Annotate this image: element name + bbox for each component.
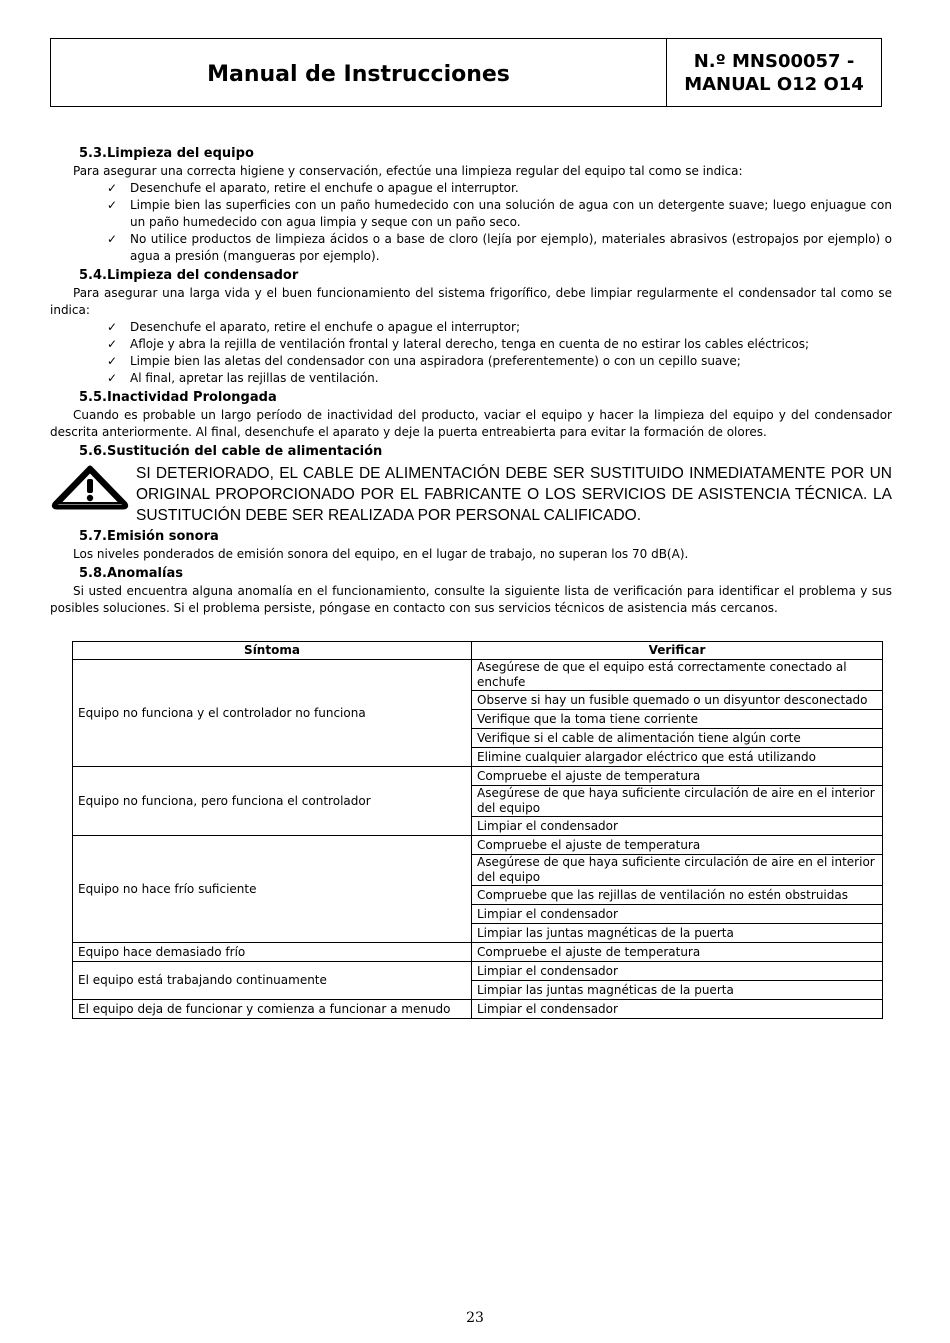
check-cell: Verifique si el cable de alimentación tiene algún corte [472,729,883,748]
check-cell: Compruebe el ajuste de temperatura [472,836,883,855]
check-cell: Compruebe que las rejillas de ventilación no estén obstruidas [472,886,883,905]
symptom-cell: Equipo no funciona y el controlador no funciona [73,660,472,767]
section-heading-5-8: 5.8.Anomalías [79,566,183,581]
troubleshooting-table [72,641,883,1019]
warning-triangle-icon [50,464,130,510]
check-cell: Observe si hay un fusible quemado o un disyuntor desconectado [472,691,883,710]
checklist-item: ✓ Desenchufe el aparato, retire el enchufe o apague el interruptor. [107,180,892,197]
document-title: Manual de Instrucciones [51,39,667,106]
section-intro-5-4: Para asegurar una larga vida y el buen funcionamiento del sistema frigorífico, debe limpiar regularmente el condensador tal como se indica: [50,286,892,317]
table-header-check: Verificar [472,642,883,660]
check-cell: Asegúrese de que el equipo está correctamente conectado al enchufe [472,660,883,691]
check-cell: Limpiar el condensador [472,1000,883,1019]
symptom-cell: Equipo no funciona, pero funciona el controlador [73,767,472,836]
check-cell: Asegúrese de que haya suficiente circulación de aire en el interior del equipo [472,855,883,886]
checklist-item: ✓ Desenchufe el aparato, retire el enchufe o apague el interruptor; [107,319,892,336]
symptom-cell: El equipo está trabajando continuamente [73,962,472,1000]
table-row [73,660,883,691]
document-code-line2: MANUAL O12 O14 [684,73,864,95]
symptom-cell: Equipo no hace frío suficiente [73,836,472,943]
checklist-item: ✓ No utilice productos de limpieza ácidos o a base de cloro (lejía por ejemplo), materiales abrasivos (estropajos por ejemplo) o agua a presión (mangueras por ejemplo). [107,231,892,265]
section-heading-5-5: 5.5.Inactividad Prolongada [79,390,277,405]
section-text-5-5: Cuando es probable un largo período de inactividad del producto, vaciar el equipo y hacer la limpieza del equipo y del condensador descrita anteriormente. Al final, desenchufe el aparato y deje la puerta entreabierta para evitar la formación de olores. [50,408,892,439]
table-row [73,962,883,981]
section-text-5-7: Los niveles ponderados de emisión sonora del equipo, en el lugar de trabajo, no superan los 70 dB(A). [73,547,689,561]
check-cell: Limpiar el condensador [472,905,883,924]
check-cell: Elimine cualquier alargador eléctrico que está utilizando [472,748,883,767]
table-row [73,836,883,855]
checklist-5-4 [50,319,892,387]
section-text-5-8: Si usted encuentra alguna anomalía en el funcionamiento, consulte la siguiente lista de verificación para identificar el problema y sus posibles soluciones. Si el problema persiste, póngase en contacto con sus servicios técnicos de asistencia más cercanos. [50,584,892,615]
table-row [73,943,883,962]
checklist-item: ✓ Afloje y abra la rejilla de ventilación frontal y lateral derecho, tenga en cuenta de no estirar los cables eléctricos; [107,336,892,353]
page-content [50,143,892,1019]
section-heading-5-6: 5.6.Sustitución del cable de alimentación [79,444,383,459]
document-code [667,39,881,106]
warning-text: SI DETERIORADO, EL CABLE DE ALIMENTACIÓN DEBE SER SUSTITUIDO INMEDIATAMENTE POR UN ORIGINAL PROPORCIONADO POR EL FABRICANTE O LOS SERVICIOS DE ASISTENCIA TÉCNICA. LA SUSTITUCIÓN DEBE SER REALIZADA POR PERSONAL CALIFICADO. [136,465,892,524]
warning-block [50,463,892,526]
symptom-cell: Equipo hace demasiado frío [73,943,472,962]
check-cell: Limpiar el condensador [472,962,883,981]
check-cell: Limpiar las juntas magnéticas de la puerta [472,924,883,943]
table-row [73,1000,883,1019]
check-cell: Verifique que la toma tiene corriente [472,710,883,729]
document-header [50,38,882,107]
section-heading-5-4: 5.4.Limpieza del condensador [79,268,299,283]
check-cell: Compruebe el ajuste de temperatura [472,943,883,962]
checklist-item: ✓ Limpie bien las aletas del condensador con una aspiradora (preferentemente) o con un cepillo suave; [107,353,892,370]
section-heading-5-7: 5.7.Emisión sonora [79,529,219,544]
page-number: 23 [466,1310,484,1326]
check-cell: Limpiar las juntas magnéticas de la puerta [472,981,883,1000]
table-header-symptom: Síntoma [73,642,472,660]
document-code-line1: N.º MNS00057 - [693,50,855,72]
check-cell: Limpiar el condensador [472,817,883,836]
section-heading-5-3: 5.3.Limpieza del equipo [79,146,254,161]
check-cell: Compruebe el ajuste de temperatura [472,767,883,786]
symptom-cell: El equipo deja de funcionar y comienza a funcionar a menudo [73,1000,472,1019]
checklist-5-3 [50,180,892,265]
section-intro-5-3: Para asegurar una correcta higiene y conservación, efectúe una limpieza regular del equipo tal como se indica: [73,164,743,178]
table-row [73,767,883,786]
check-cell: Asegúrese de que haya suficiente circulación de aire en el interior del equipo [472,786,883,817]
checklist-item: ✓ Al final, apretar las rejillas de ventilación. [107,370,892,387]
checklist-item: ✓ Limpie bien las superficies con un paño humedecido con una solución de agua con un detergente suave; luego enjuague con un paño humedecido con agua limpia y seque con un paño seco. [107,197,892,231]
